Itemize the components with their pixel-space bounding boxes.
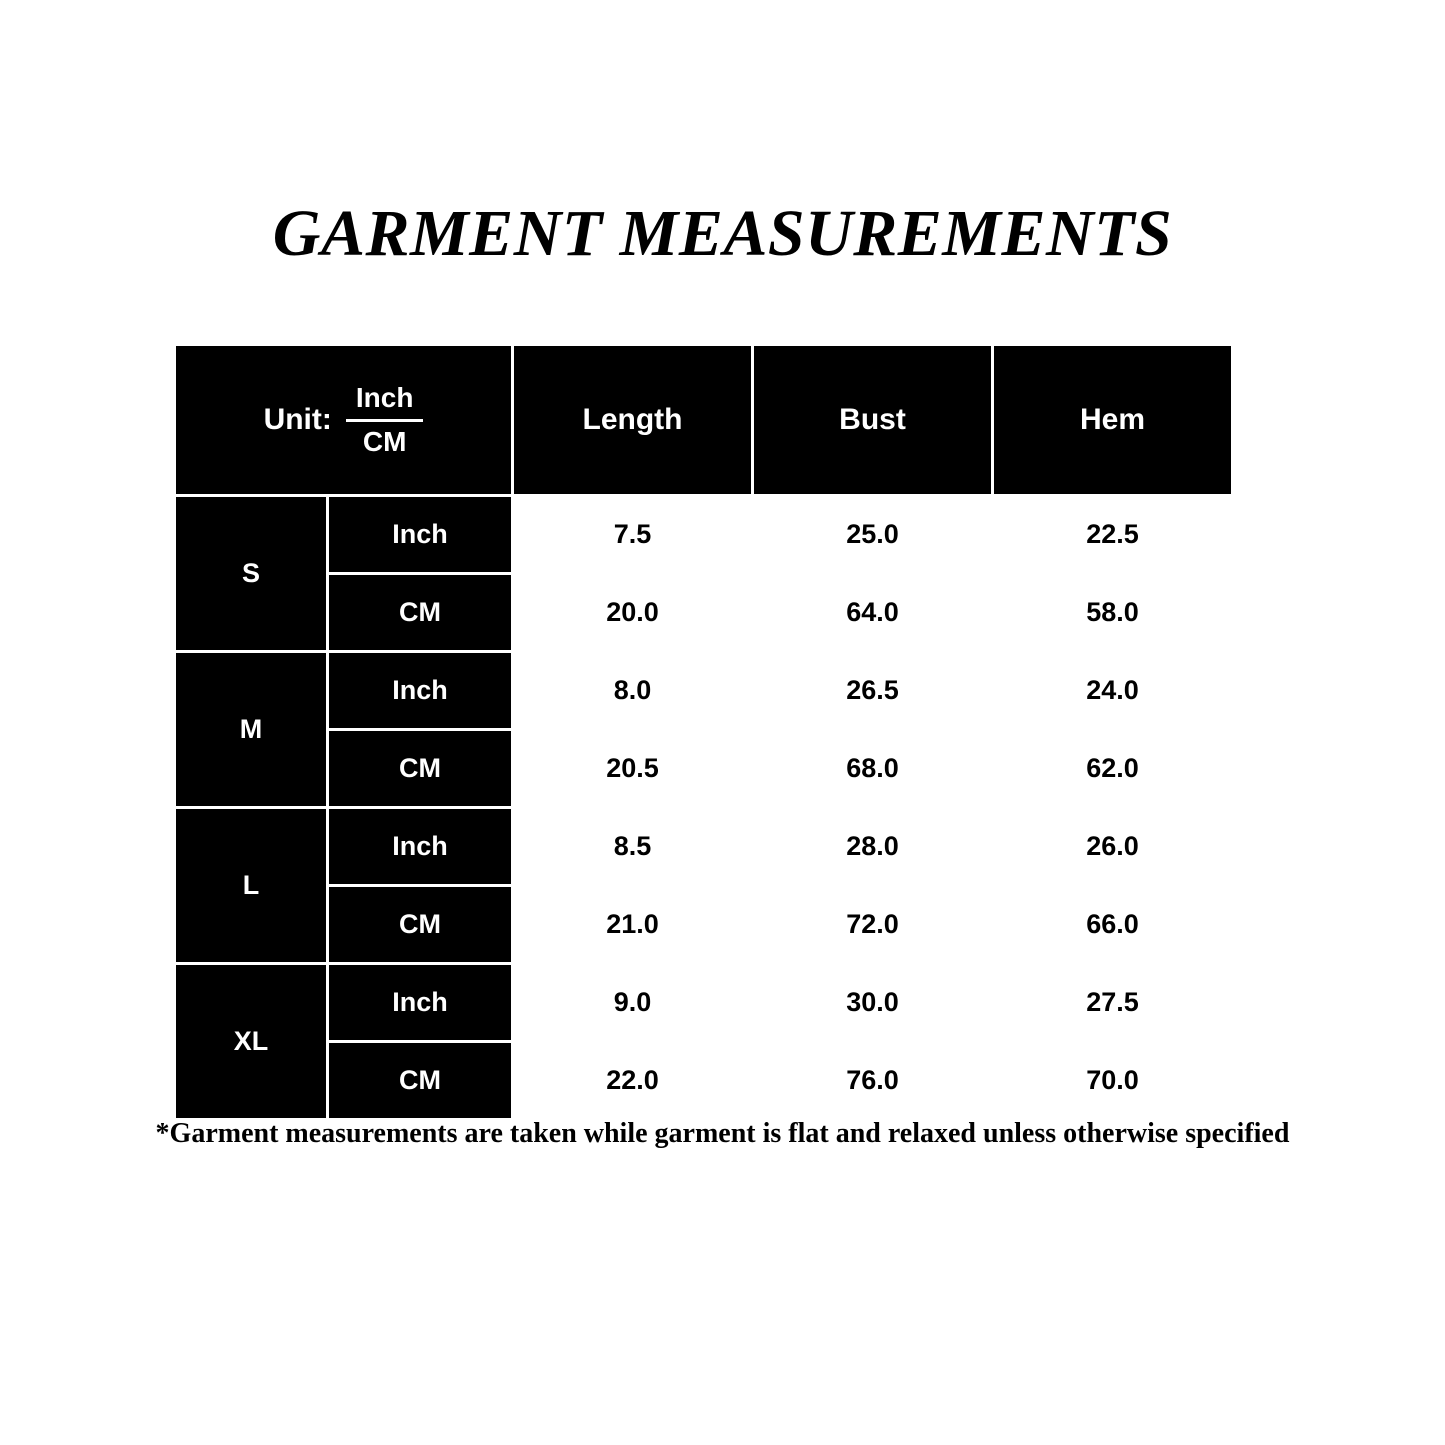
cell-xl-cm-bust: 76.0 — [753, 1042, 993, 1120]
cell-s-inch-length: 7.5 — [513, 496, 753, 574]
cell-l-cm-length: 21.0 — [513, 886, 753, 964]
unit-label: Unit: — [263, 403, 332, 436]
cell-m-inch-bust: 26.5 — [753, 652, 993, 730]
row-unit-cm: CM — [328, 1042, 513, 1120]
row-unit-cm: CM — [328, 730, 513, 808]
cell-l-inch-hem: 26.0 — [993, 808, 1233, 886]
footnote-text: *Garment measurements are taken while garment is flat and relaxed unless otherwise specified — [155, 1118, 1290, 1149]
cell-l-inch-bust: 28.0 — [753, 808, 993, 886]
column-header-bust: Bust — [753, 345, 993, 496]
cell-xl-cm-hem: 70.0 — [993, 1042, 1233, 1120]
table-row — [175, 496, 1233, 574]
cell-xl-inch-bust: 30.0 — [753, 964, 993, 1042]
row-unit-inch: Inch — [328, 652, 513, 730]
table-row — [175, 964, 1233, 1042]
cell-m-cm-hem: 62.0 — [993, 730, 1233, 808]
column-header-length: Length — [513, 345, 753, 496]
size-label-xl: XL — [175, 964, 328, 1120]
column-header-hem: Hem — [993, 345, 1233, 496]
row-unit-inch: Inch — [328, 808, 513, 886]
table-row — [175, 886, 1233, 964]
unit-header-cell — [175, 345, 513, 496]
table-row — [175, 574, 1233, 652]
measurements-table-container — [173, 343, 1231, 1121]
row-unit-inch: Inch — [328, 964, 513, 1042]
row-unit-cm: CM — [328, 574, 513, 652]
cell-m-cm-bust: 68.0 — [753, 730, 993, 808]
cell-l-cm-hem: 66.0 — [993, 886, 1233, 964]
size-label-m: M — [175, 652, 328, 808]
table-row — [175, 808, 1233, 886]
cell-s-inch-bust: 25.0 — [753, 496, 993, 574]
row-unit-inch: Inch — [328, 496, 513, 574]
cell-s-inch-hem: 22.5 — [993, 496, 1233, 574]
cell-s-cm-length: 20.0 — [513, 574, 753, 652]
cell-s-cm-hem: 58.0 — [993, 574, 1233, 652]
cell-s-cm-bust: 64.0 — [753, 574, 993, 652]
cell-m-inch-length: 8.0 — [513, 652, 753, 730]
measurements-table — [173, 343, 1234, 1121]
size-label-s: S — [175, 496, 328, 652]
cell-xl-cm-length: 22.0 — [513, 1042, 753, 1120]
page-title: GARMENT MEASUREMENTS — [272, 197, 1173, 270]
table-header-row — [175, 345, 1233, 496]
cell-l-inch-length: 8.5 — [513, 808, 753, 886]
unit-fraction — [346, 382, 424, 457]
table-row — [175, 730, 1233, 808]
size-label-l: L — [175, 808, 328, 964]
table-row — [175, 652, 1233, 730]
cell-xl-inch-length: 9.0 — [513, 964, 753, 1042]
cell-m-inch-hem: 24.0 — [993, 652, 1233, 730]
cell-m-cm-length: 20.5 — [513, 730, 753, 808]
table-row — [175, 1042, 1233, 1120]
unit-fraction-top: Inch — [346, 382, 424, 421]
unit-fraction-bottom: CM — [362, 425, 407, 457]
row-unit-cm: CM — [328, 886, 513, 964]
cell-xl-inch-hem: 27.5 — [993, 964, 1233, 1042]
cell-l-cm-bust: 72.0 — [753, 886, 993, 964]
